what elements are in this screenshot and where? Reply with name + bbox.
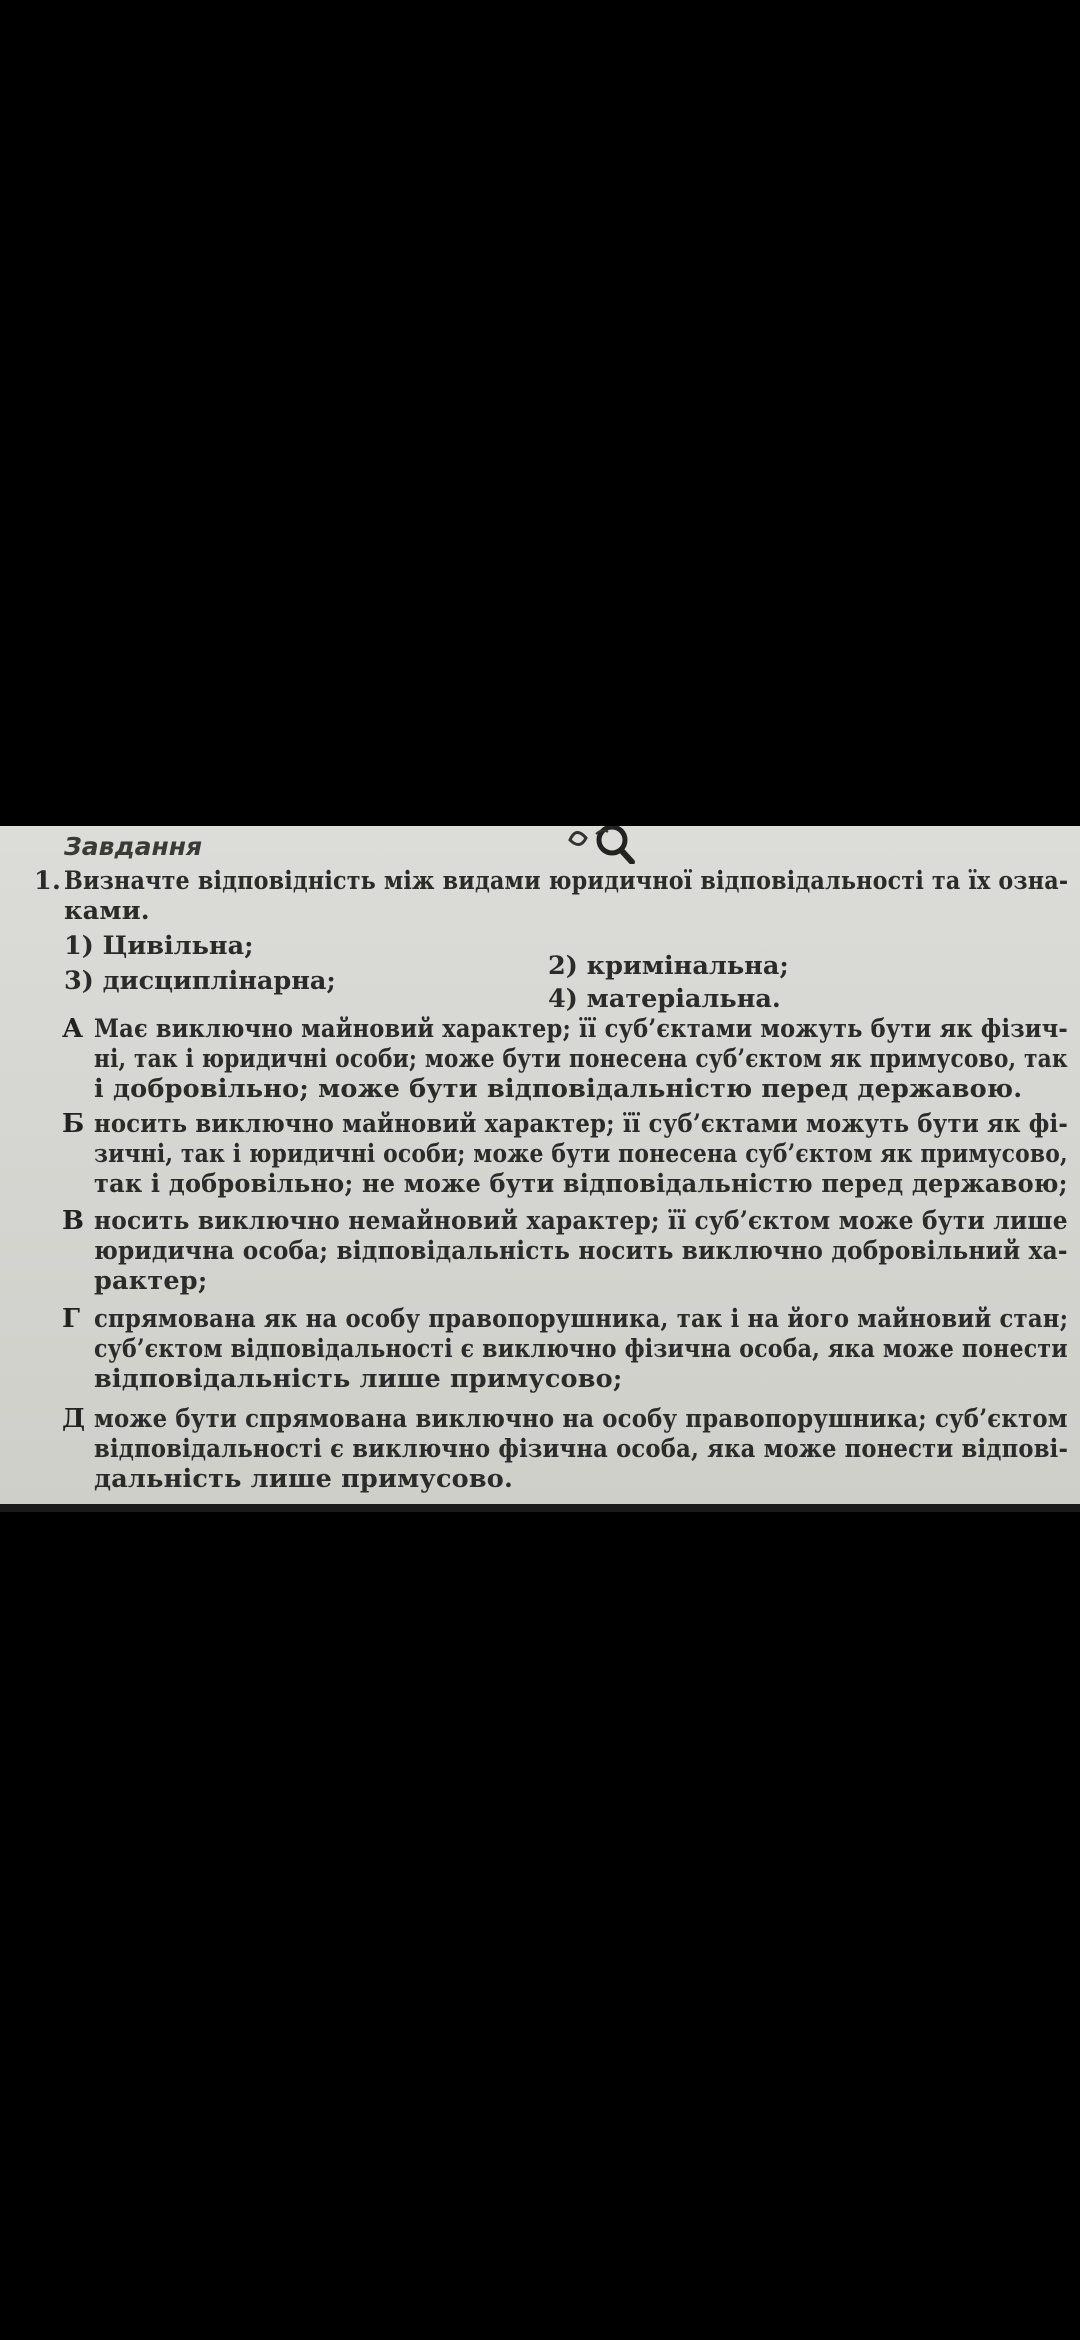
answer-v-letter: В xyxy=(62,1206,84,1236)
section-title: Завдання xyxy=(64,832,203,861)
answer-v-line-1: носить виключно немайновий характер; її суб’єктом може бути лише xyxy=(94,1206,1068,1236)
option-3: 3) дисциплінарна; xyxy=(64,966,336,996)
option-1: 1) Цивільна; xyxy=(64,931,254,961)
answer-v-line-3: рактер; xyxy=(94,1266,208,1296)
answer-v-line-2: юридична особа; відповідальність носить виключно добровільний ха- xyxy=(94,1236,1068,1266)
textbook-page xyxy=(0,826,1080,1512)
question-line-2: ками. xyxy=(64,896,150,926)
answer-b-letter: Б xyxy=(62,1109,85,1139)
answer-d-line-3: дальність лише примусово. xyxy=(94,1464,514,1494)
page-bottom-edge xyxy=(0,1504,1080,1512)
answer-d-line-2: відповідальності є виключно фізична особа, яка може понести відпові- xyxy=(94,1434,1069,1464)
answer-d-line-1: може бути спрямована виключно на особу правопорушника; суб’єктом xyxy=(94,1404,1068,1434)
answer-h-line-1: спрямована як на особу правопорушника, так і на його майновий стан; xyxy=(94,1304,1069,1334)
question-line-1: Визначте відповідність між видами юридичної відповідальності та їх озна- xyxy=(64,866,1069,896)
answer-a-line-3: і добровільно; може бути відповідальністю перед державою. xyxy=(94,1074,1023,1104)
answer-a-letter: А xyxy=(62,1014,84,1044)
answer-d-letter: Д xyxy=(62,1404,86,1434)
task-number: 1. xyxy=(34,866,62,896)
answer-h-line-3: відповідальність лише примусово; xyxy=(94,1364,623,1394)
answer-b-line-2: зичні, так і юридичні особи; може бути понесена суб’єктом як примусово, xyxy=(94,1139,1068,1169)
answer-b-line-1: носить виключно майновий характер; її суб’єктами можуть бути як фі- xyxy=(94,1109,1068,1139)
answer-h-letter: Г xyxy=(62,1304,80,1334)
option-2: 2) кримінальна; xyxy=(548,951,789,981)
answer-h-line-2: суб’єктом відповідальності є виключно фізична особа, яка може понести xyxy=(94,1334,1068,1364)
answer-a-line-2: ні, так і юридичні особи; може бути понесена суб’єктом як примусово, так xyxy=(94,1044,1068,1074)
option-4: 4) матеріальна. xyxy=(548,984,781,1014)
answer-b-line-3: так і добровільно; не може бути відповідальністю перед державою; xyxy=(94,1169,1068,1199)
answer-a-line-1: Має виключно майновий характер; її суб’єктами можуть бути як фізич- xyxy=(94,1014,1068,1044)
magnifier-icon xyxy=(566,826,638,864)
